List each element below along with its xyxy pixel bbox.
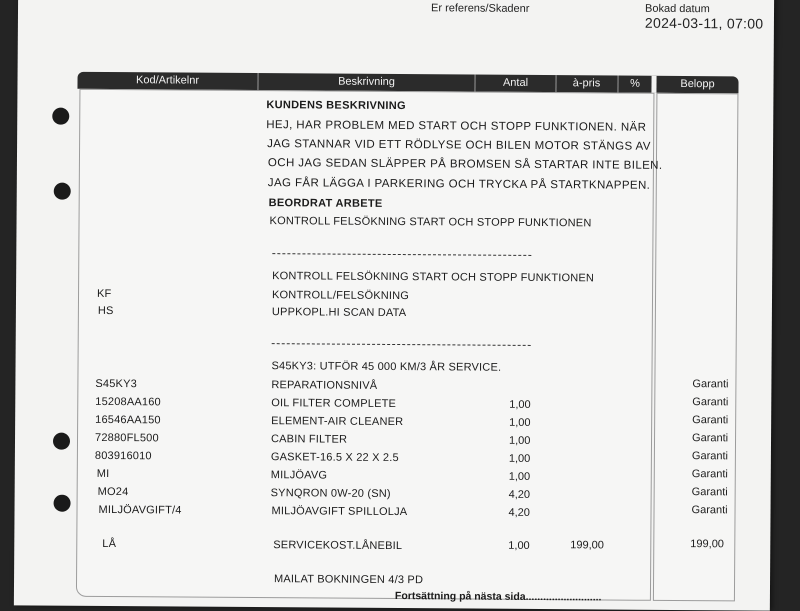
section-title: S45KY3: UTFÖR 45 000 KM/3 ÅR SERVICE. <box>271 360 502 374</box>
item-code: MI <box>96 467 110 481</box>
mailed-note: MAILAT BOKNINGEN 4/3 PD <box>274 573 424 587</box>
customer-heading: KUNDENS BESKRIVNING <box>266 99 406 113</box>
item-desc: CABIN FILTER <box>270 433 348 446</box>
item-garanti: Garanti <box>691 486 728 499</box>
belopp-box <box>653 93 739 602</box>
item-code: 15208AA160 <box>95 395 161 409</box>
item-code: HS <box>97 304 114 318</box>
col-kod: Kod/Artikelnr <box>135 74 200 87</box>
item-code: MILJÖAVGIFT/4 <box>98 503 182 517</box>
item-code: MO24 <box>97 485 129 499</box>
item-desc: MILJÖAVG <box>270 469 328 482</box>
item-qty: 1,00 <box>508 434 531 447</box>
item-garanti: Garanti <box>691 468 728 481</box>
col-procent: % <box>630 77 640 90</box>
item-garanti: Garanti <box>691 450 729 463</box>
punch-hole <box>52 108 69 125</box>
item-qty: 1,00 <box>508 539 530 552</box>
item-desc: UPPKOPL.HI SCAN DATA <box>271 306 407 320</box>
item-desc: REPARATIONSNIVÅ <box>271 379 378 392</box>
item-qty: 4,20 <box>508 506 530 519</box>
col-beskrivning: Beskrivning <box>338 75 395 89</box>
item-desc: ELEMENT-AIR CLEANER <box>271 415 404 429</box>
item-qty: 1,00 <box>509 398 531 411</box>
item-code: 803916010 <box>94 449 152 463</box>
invoice-page <box>14 0 774 611</box>
ordered-line: KONTROLL FELSÖKNING START OCH STOPP FUNKTIONEN <box>269 215 592 230</box>
item-code: 16546AA150 <box>95 413 161 427</box>
punch-hole <box>54 495 71 512</box>
punch-hole <box>53 433 70 450</box>
col-belopp: Belopp <box>680 77 715 91</box>
bokad-datum-label: Bokad datum <box>644 2 710 16</box>
item-qty: 4,20 <box>508 488 531 501</box>
item-code: 72880FL500 <box>94 431 159 445</box>
customer-line: OCH JAG SEDAN SLÄPPER PÅ BROMSEN SÅ STARTAR INTE BILEN. <box>267 157 663 172</box>
item-desc: SYNQRON 0W-20 (SN) <box>270 487 391 500</box>
item-garanti: Garanti <box>692 378 729 391</box>
item-garanti: Garanti <box>692 396 729 409</box>
item-qty: 1,00 <box>509 416 531 429</box>
item-qty: 1,00 <box>508 452 531 465</box>
item-desc: KONTROLL/FELSÖKNING <box>271 289 410 303</box>
col-antal: Antal <box>502 76 529 89</box>
item-desc: SERVICEKOST.LÅNEBIL <box>273 539 403 553</box>
section-title: KONTROLL FELSÖKNING START OCH STOPP FUNKTIONEN <box>272 270 595 285</box>
item-code: LÅ <box>102 537 117 551</box>
punch-hole <box>54 183 71 200</box>
item-code: S45KY3 <box>95 377 138 391</box>
bokad-datum-value: 2024-03-11, 07:00 <box>644 14 764 32</box>
item-belopp: 199,00 <box>690 538 725 551</box>
item-desc: OIL FILTER COMPLETE <box>271 397 397 411</box>
col-a-pris: à-pris <box>572 77 601 90</box>
customer-line: JAG FÅR LÄGGA I PARKERING OCH TRYCKA PÅ STARTKNAPPEN. <box>267 177 651 192</box>
ordered-heading: BEORDRAT ARBETE <box>268 197 383 210</box>
er-referens-label: Er referens/Skadenr <box>430 2 530 15</box>
item-desc: MILJÖAVGIFT SPILLOLJA <box>271 505 408 519</box>
customer-line: JAG STANNAR VID ETT RÖDLYSE OCH BILEN MOTOR STÄNGS AV <box>267 138 651 153</box>
item-garanti: Garanti <box>691 504 728 517</box>
item-garanti: Garanti <box>692 414 729 427</box>
item-qty: 1,00 <box>508 470 531 483</box>
continued-note: Fortsättning på nästa sida.......................... <box>394 590 602 604</box>
customer-line: HEJ, HAR PROBLEM MED START OCH STOPP FUNKTIONEN. NÄR <box>266 119 647 134</box>
item-desc: GASKET-16.5 X 22 X 2.5 <box>270 451 399 465</box>
item-a-pris: 199,00 <box>570 539 604 552</box>
item-code: KF <box>96 287 112 301</box>
item-garanti: Garanti <box>692 432 729 445</box>
